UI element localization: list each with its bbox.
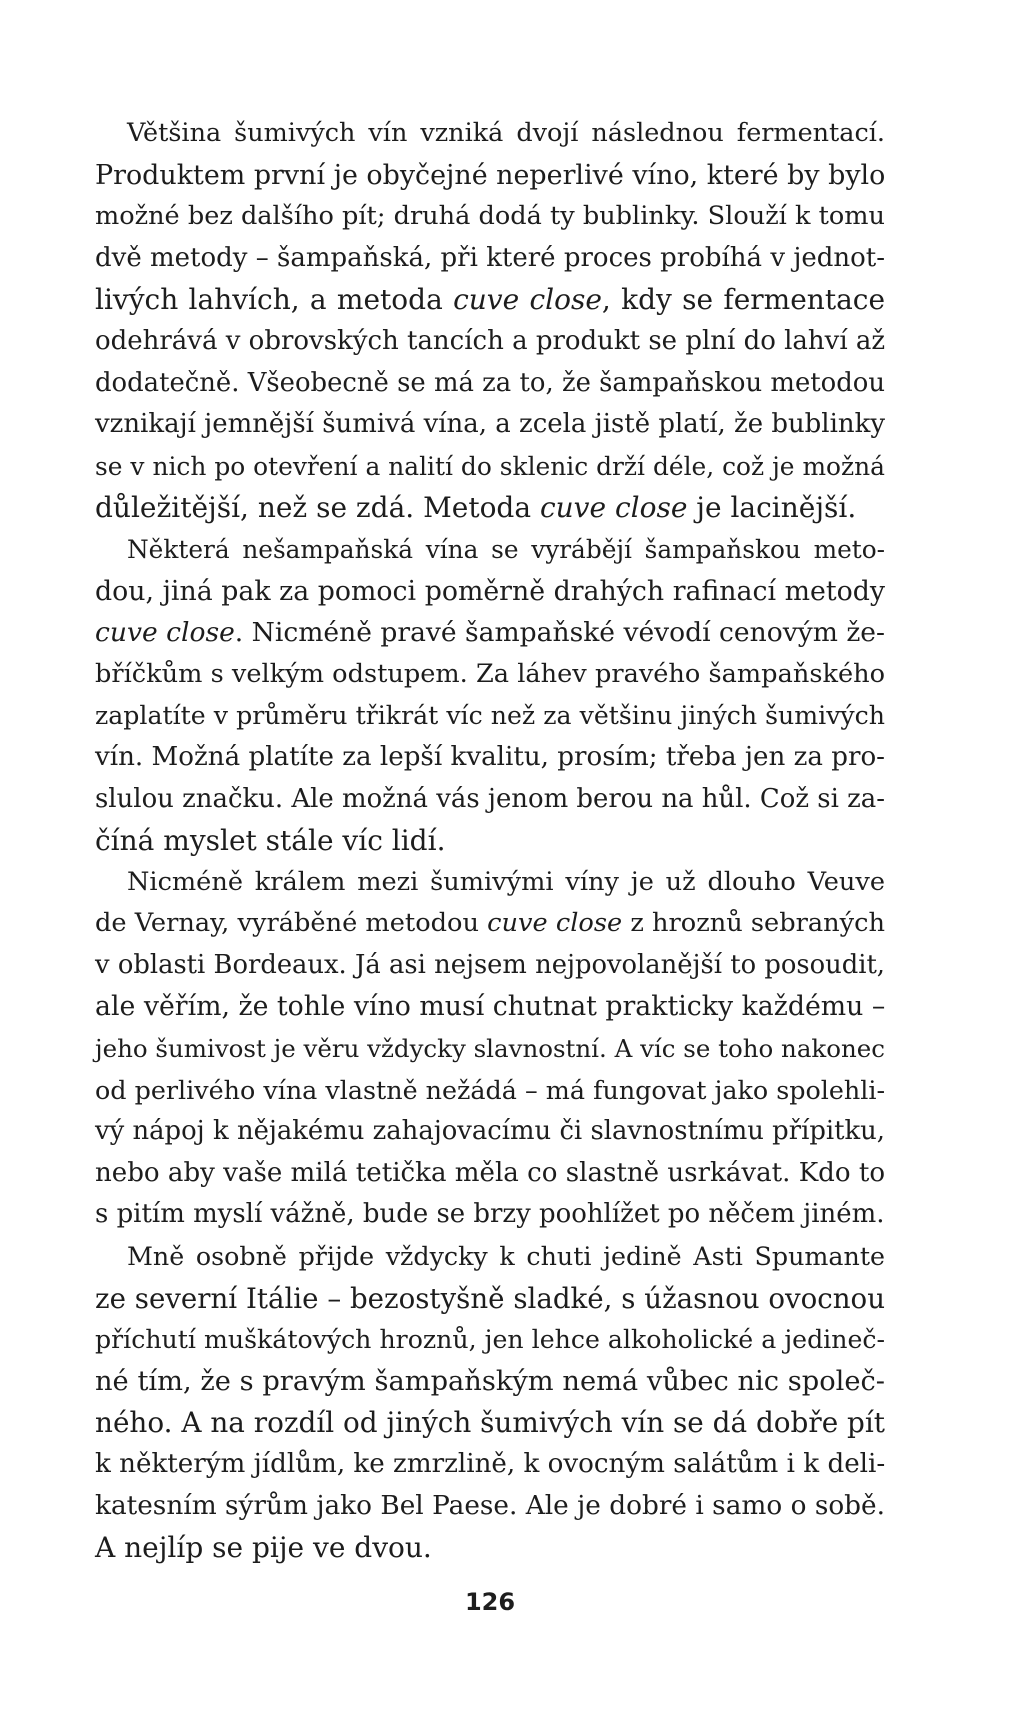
text-line — [95, 571, 885, 613]
paragraph — [95, 113, 885, 529]
paragraph — [95, 862, 885, 1236]
text-run: ale věřím, že tohle víno musí chutnat prakticky každému – — [95, 991, 886, 1023]
text-run: dou, jiná pak za pomoci poměrně drahých rafinací metody — [95, 575, 885, 607]
text-line — [95, 155, 885, 197]
text-line — [95, 487, 885, 529]
text-line — [95, 446, 885, 488]
text-line — [95, 529, 885, 571]
text-line — [95, 945, 885, 987]
text-line — [95, 695, 885, 737]
text-run: dvě metody – šampaňská, při které proces probíhá v jednot- — [95, 242, 885, 273]
text-run: jeho šumivost je věru vždycky slavnostní. A víc se toho nakonec — [95, 1034, 886, 1064]
text-line — [95, 1111, 885, 1153]
text-line — [95, 1319, 885, 1361]
text-run: bříčkům s velkým odstupem. Za láhev pravého šampaňského — [95, 658, 885, 689]
text-line — [95, 1361, 885, 1403]
text-run: s pitím myslí vážně, bude se brzy poohlížet po něčem jiném. — [95, 1199, 885, 1230]
text-line — [95, 1527, 885, 1569]
text-run: Mně osobně přijde vždycky k chuti jedině Asti Spumante — [127, 1241, 885, 1272]
text-run: Nicméně králem mezi šumivými víny je už dlouho Veuve — [127, 866, 885, 897]
italic-term: cuve close — [539, 491, 688, 525]
text-line — [95, 1153, 885, 1195]
text-run: k některým jídlům, ke zmrzlině, k ovocným salátům i k deli- — [95, 1449, 886, 1479]
text-run: v oblasti Bordeaux. Já asi nejsem nejpovolanější to posoudit, — [95, 949, 885, 980]
text-run: z hroznů sebraných — [622, 908, 885, 939]
text-run: livých lahvích, a metoda — [95, 283, 454, 317]
text-run: dodatečně. Všeobecně se má za to, že šampaňskou metodou — [95, 367, 885, 398]
text-line — [95, 1028, 885, 1070]
text-line — [95, 113, 885, 155]
text-line — [95, 1194, 885, 1236]
text-line — [95, 279, 885, 321]
paragraph — [95, 1236, 885, 1569]
text-run: Produktem první je obyčejné neperlivé víno, které by bylo — [95, 159, 886, 191]
text-line — [95, 1236, 885, 1278]
text-line — [95, 238, 885, 280]
text-run: , kdy se fermentace — [601, 283, 886, 317]
text-line — [95, 737, 885, 779]
text-line — [95, 612, 885, 654]
text-line — [95, 862, 885, 904]
text-run: Většina šumivých vín vzniká dvojí následnou fermentací. — [127, 118, 885, 148]
text-run: . Nicméně pravé šampaňské vévodí cenovým že- — [234, 617, 885, 649]
text-run: odehrává v obrovských tancích a produkt se plní do lahví až — [95, 325, 886, 356]
text-run: je lacinější. — [687, 491, 857, 525]
page-number: 126 — [464, 1588, 516, 1616]
text-run: Některá nešampaňská vína se vyrábějí šampaňskou meto- — [127, 534, 885, 564]
text-run: zaplatíte v průměru třikrát víc než za většinu jiných šumivých — [95, 701, 885, 731]
text-line — [95, 1486, 885, 1528]
paragraph — [95, 529, 885, 862]
text-run: nebo aby vaše milá tetička měla co slastně usrkávat. Kdo to — [95, 1157, 886, 1188]
italic-term: cuve close — [95, 617, 235, 649]
text-run: katesním sýrům jako Bel Paese. Ale je dobré i samo o sobě. — [95, 1490, 885, 1521]
text-line — [95, 1444, 885, 1486]
text-run: vý nápoj k nějakému zahajovacímu či slavnostnímu přípitku, — [95, 1116, 885, 1147]
italic-term: cuve close — [487, 908, 623, 939]
italic-term: cuve close — [453, 283, 602, 317]
text-run: ze severní Itálie – bezostyšně sladké, s úžasnou ovocnou — [95, 1281, 885, 1315]
text-line — [95, 779, 885, 821]
text-run: né tím, že s pravým šampaňským nemá vůbec nic společ- — [95, 1365, 885, 1397]
text-run: se v nich po otevření a nalití do sklenic drží déle, což je možná — [95, 451, 885, 481]
text-line — [95, 1070, 885, 1112]
text-run: vznikají jemnější šumivá vína, a zcela jistě platí, že bublinky — [95, 409, 885, 440]
text-line — [95, 363, 885, 405]
text-run: číná myslet stále víc lidí. — [95, 824, 446, 858]
text-line — [95, 1402, 885, 1444]
text-run: A nejlíp se pije ve dvou. — [95, 1531, 432, 1565]
text-run: od perlivého vína vlastně nežádá – má fungovat jako spolehli- — [95, 1074, 886, 1105]
text-line — [95, 1278, 885, 1320]
text-run: ného. A na rozdíl od jiných šumivých vín se dá dobře pít — [95, 1406, 885, 1440]
text-run: vín. Možná platíte za lepší kvalitu, prosím; třeba jen za pro- — [95, 741, 885, 772]
text-line — [95, 321, 885, 363]
text-line — [95, 196, 885, 238]
text-run: příchutí muškátových hroznů, jen lehce alkoholické a jedineč- — [95, 1325, 885, 1355]
text-run: možné bez dalšího pít; druhá dodá ty bublinky. Slouží k tomu — [95, 201, 885, 232]
text-line — [95, 986, 885, 1028]
text-run: slulou značku. Ale možná vás jenom berou na hůl. Což si za- — [95, 783, 885, 814]
text-line — [95, 404, 885, 446]
text-run: důležitější, než se zdá. Metoda — [95, 491, 540, 525]
text-line — [95, 820, 885, 862]
book-page-body — [95, 113, 885, 1569]
text-run: de Vernay, vyráběné metodou — [95, 908, 488, 939]
text-line — [95, 654, 885, 696]
text-line — [95, 903, 885, 945]
